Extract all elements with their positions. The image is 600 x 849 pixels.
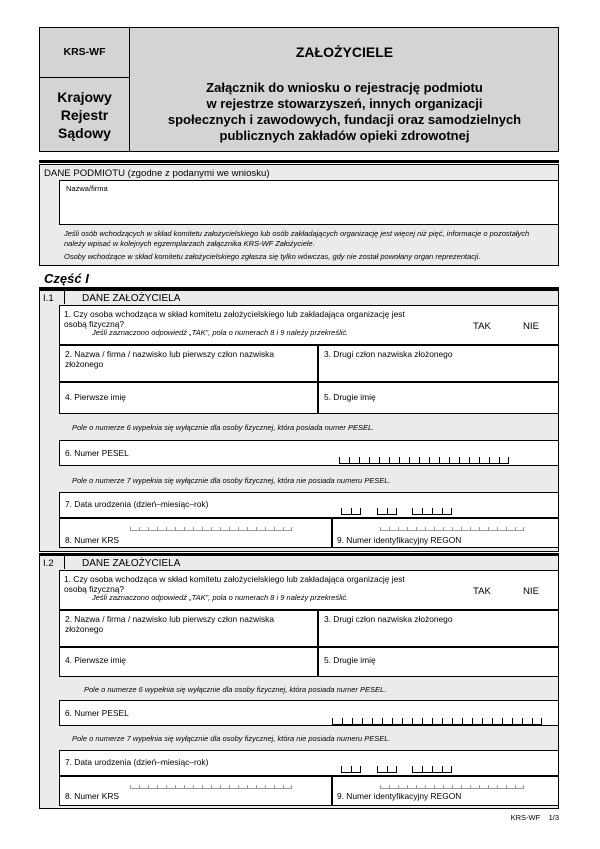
founder-2-q1: 1. Czy osoba wchodząca w skład komitetu założycielskiego lub zakładająca organizację jest osobą fizyczną? — [64, 574, 405, 594]
founder-1-krs-boxes — [130, 526, 292, 531]
founder-2-note-7: Pole o numerze 7 wypełnia się wyłącznie dla osoby fizycznej, która nie posiada numeru PESEL. — [72, 734, 391, 743]
founder-2-birthdate-year — [412, 764, 452, 773]
founder-1-birthdate-day — [341, 506, 361, 515]
founder-2-note-6: Pole o numerze 6 wypełnia się wyłącznie dla osoby fizycznej, która posiada numer PESEL. — [84, 685, 387, 694]
founder-2-birthdate-month — [377, 764, 397, 773]
footer-code: KRS-WF — [510, 813, 541, 822]
founder-1-krs-label: 8. Numer KRS — [65, 535, 119, 545]
founder-2-regon-label: 9. Numer identyfikacyjny REGON — [337, 791, 462, 801]
founder-1-regon-boxes — [380, 526, 524, 531]
founder-1-num-divider — [64, 290, 65, 304]
founder-1-no-option[interactable]: NIE — [523, 321, 539, 332]
founder-1-second-surname-label: 3. Drugi człon nazwiska złożonego — [324, 349, 453, 359]
footer-page: 1/3 — [548, 813, 559, 822]
founder-2-heading: DANE ZAŁOŻYCIELA — [82, 558, 181, 569]
part-title: Część I — [44, 271, 89, 286]
founder-2-krs-boxes — [130, 784, 292, 789]
entity-note-1: Jeśli osób wchodzących w skład komitetu założycielskiego lub osób zakładających organizację jest więcej niż pięć, informacje o pozostałych należy wpisać w kolejnych egzemplarzach załącznika KRS-WF Założyciele. — [64, 229, 530, 248]
founder-1-birthdate-year — [412, 506, 452, 515]
founder-2-num: I.2 — [43, 558, 54, 569]
founder-1-pesel-boxes — [339, 455, 509, 464]
founder-2-yes-option[interactable]: TAK — [473, 586, 491, 597]
founder-2-no-option[interactable]: NIE — [523, 586, 539, 597]
founder-1-yes-option[interactable]: TAK — [473, 321, 491, 332]
founder-2-surname-label: 2. Nazwa / firma / nazwisko lub pierwszy człon nazwiska złożonego — [65, 614, 274, 634]
founder-2-pesel-boxes — [332, 716, 542, 725]
founder-2-pesel-label: 6. Numer PESEL — [65, 708, 129, 718]
founder-1-birthdate-label: 7. Data urodzenia (dzień–miesiąc–rok) — [65, 499, 209, 509]
founder-1-first-name-label: 4. Pierwsze imię — [65, 392, 126, 402]
founder-1-note-7: Pole o numerze 7 wypełnia się wyłącznie dla osoby fizycznej, która nie posiada numeru PESEL. — [72, 476, 391, 485]
founder-2-birthdate-label: 7. Data urodzenia (dzień–miesiąc–rok) — [65, 757, 209, 767]
founder-2-birthdate-day — [341, 764, 361, 773]
founder-2-q1-note: Jeśli zaznaczono odpowiedź „TAK”, pola o numerach 8 i 9 należy przekreślić. — [92, 593, 349, 602]
entity-section-rule — [39, 160, 559, 163]
founder-1-q1: 1. Czy osoba wchodząca w skład komitetu założycielskiego lub zakładająca organizację jest osobą fizyczną? — [64, 309, 405, 329]
founder-2-second-name-label: 5. Drugie imię — [324, 655, 376, 665]
header-divider-left — [39, 77, 130, 78]
founder-2-first-name-label: 4. Pierwsze imię — [65, 655, 126, 665]
founder-1-heading: DANE ZAŁOŻYCIELA — [82, 293, 181, 304]
form-subtitle: Załącznik do wniosku o rejestrację podmiotu w rejestrze stowarzyszeń, innych organizacji społecznych i zawodowych, fundacji oraz samodzielnych publicznych zakładów opieki zdrowotnej — [167, 80, 522, 143]
founder-2-krs-label: 8. Numer KRS — [65, 791, 119, 801]
founder-2-regon-boxes — [380, 784, 524, 789]
register-name: Krajowy Rejestr Sądowy — [57, 89, 112, 141]
footer — [490, 813, 559, 822]
entity-name-label: Nazwa/firma — [66, 184, 108, 193]
founder-1-regon-label: 9. Numer identyfikacyjny REGON — [337, 535, 462, 545]
founder-2-second-surname-label: 3. Drugi człon nazwiska złożonego — [324, 614, 453, 624]
founder-1-second-name-label: 5. Drugie imię — [324, 392, 376, 402]
entity-note-2: Osoby wchodzące w skład komitetu założycielskiego zgłasza się tylko wówczas, gdy nie został powołany organ reprezentacji. — [64, 252, 481, 261]
form-code: KRS-WF — [63, 46, 106, 58]
founder-1-pesel-label: 6. Numer PESEL — [65, 448, 129, 458]
founder-1-q1-note: Jeśli zaznaczono odpowiedź „TAK”, pola o numerach 8 i 9 należy przekreślić. — [92, 328, 349, 337]
founder-2-num-divider — [64, 555, 65, 569]
founder-1-birthdate-month — [377, 506, 397, 515]
founder-1-num: I.1 — [43, 293, 54, 304]
form-title: ZAŁOŻYCIELE — [295, 44, 394, 60]
founder-1-surname-label: 2. Nazwa / firma / nazwisko lub pierwszy człon nazwiska złożonego — [65, 349, 274, 369]
entity-name-field[interactable] — [59, 180, 559, 225]
founder-1-note-6: Pole o numerze 6 wypełnia się wyłącznie dla osoby fizycznej, która posiada numer PESEL. — [72, 423, 375, 432]
entity-section-label: DANE PODMIOTU (zgodne z podanymi we wniosku) — [44, 168, 270, 179]
